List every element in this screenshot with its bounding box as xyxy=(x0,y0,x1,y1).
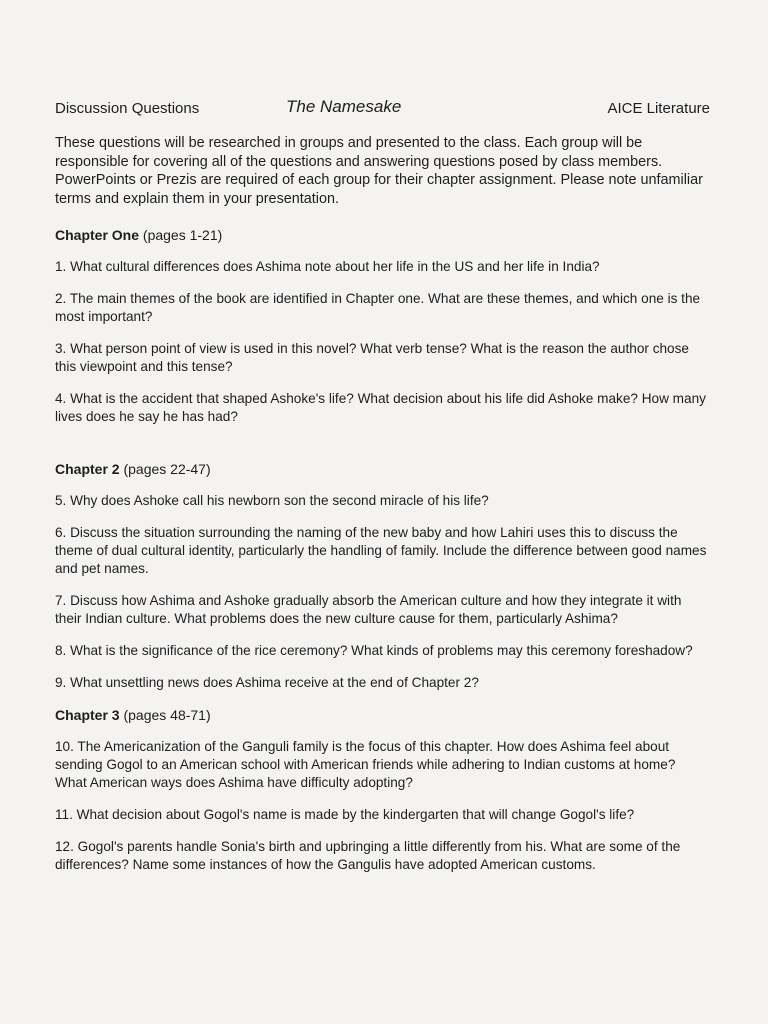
intro-paragraph: These questions will be researched in groups and presented to the class. Each group will be responsible for covering all of the questions and answering questions posed by class members. PowerPoints or Prezis are required of each group for their chapter assignment. Please note unfamiliar terms and explain them in your presentation. xyxy=(55,135,703,207)
chapter-heading xyxy=(55,226,710,244)
question: 9. What unsettling news does Ashima receive at the end of Chapter 2? xyxy=(55,675,479,690)
chapter-heading xyxy=(55,460,710,478)
page-header xyxy=(55,97,710,121)
chapter-pages: (pages 48-71) xyxy=(123,707,211,723)
question: 3. What person point of view is used in this novel? What verb tense? What is the reason the author chose this viewpoint and this tense? xyxy=(55,341,689,374)
question: 8. What is the significance of the rice ceremony? What kinds of problems may this ceremony foreshadow? xyxy=(55,643,693,658)
question: 10. The Americanization of the Ganguli family is the focus of this chapter. How does Ashima feel about sending Gogol to an American school with American friends while adhering to Indian customs at home? What American ways does Ashima have difficulty adopting? xyxy=(55,739,676,790)
question: 1. What cultural differences does Ashima note about her life in the US and her life in India? xyxy=(55,259,600,274)
document-title: The Namesake xyxy=(286,97,402,116)
chapter-name: Chapter 3 xyxy=(55,707,120,723)
question: 11. What decision about Gogol's name is made by the kindergarten that will change Gogol's life? xyxy=(55,807,635,822)
header-right: AICE Literature xyxy=(607,100,710,117)
chapter-name: Chapter 2 xyxy=(55,461,120,477)
chapter-pages: (pages 22-47) xyxy=(123,461,211,477)
question: 7. Discuss how Ashima and Ashoke gradually absorb the American culture and how they integrate it with their Indian culture. What problems does the new culture cause for them, particularly Ashima? xyxy=(55,593,682,626)
header-left: Discussion Questions xyxy=(55,100,200,117)
chapter-name: Chapter One xyxy=(55,227,140,243)
chapter-pages: (pages 1-21) xyxy=(142,227,223,243)
question: 5. Why does Ashoke call his newborn son the second miracle of his life? xyxy=(55,493,489,508)
document-body xyxy=(55,134,710,888)
section-gap xyxy=(55,440,710,460)
question: 12. Gogol's parents handle Sonia's birth and upbringing a little differently from his. What are some of the differences? Name some instances of how the Gangulis have adopted American customs. xyxy=(55,839,681,872)
chapter-heading xyxy=(55,706,710,724)
question: 6. Discuss the situation surrounding the naming of the new baby and how Lahiri uses this to discuss the theme of dual cultural identity, particularly the handling of family. Include the difference between good names and pet names. xyxy=(55,525,707,576)
question: 2. The main themes of the book are identified in Chapter one. What are these themes, and which one is the most important? xyxy=(55,291,701,324)
question: 4. What is the accident that shaped Ashoke's life? What decision about his life did Ashoke make? How many lives does he say he has had? xyxy=(55,391,706,424)
